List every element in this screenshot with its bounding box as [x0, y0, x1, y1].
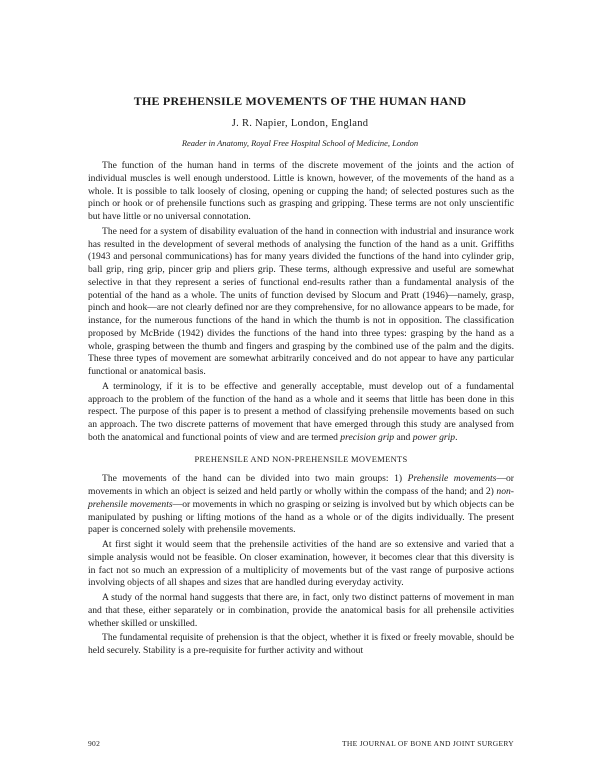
- paragraph-3: [88, 381, 514, 445]
- paragraph-5: At first sight it would seem that the prehensile activities of the hand are so extensive and varied that a simple analysis would not be feasible. On closer examination, however, it becomes clear that this diversity is in fact not so much an expression of a multiplicity of movements but of the vast range of purposive actions involving objects of all shapes and sizes that are handled during everyday activity.: [88, 539, 514, 589]
- paragraph-1: The function of the human hand in terms of the discrete movement of the joints and the action of individual muscles is well enough understood. Little is known, however, of the movements of the hand as a whole. It is possible to talk loosely of closing, opening or cupping the hand; of selected postures such as the pinch or hook or of prehensile functions such as grasping and gripping. These terms are not only unscientific but have little or no universal connotation.: [88, 160, 514, 222]
- paragraph-4-part-b: —or movements in which an object is seized and held partly or wholly within the compass of the hand; and 2): [88, 473, 514, 497]
- paragraph-3-text: A terminology, if it is to be effective and generally acceptable, must develop out of a fundamental approach to the problem of the function of the hand as a whole and it seems that little has been done in this respect. The purpose of this paper is to present a method of classifying prehensile movements based on such an approach. The two discrete patterns of movement that have emerged through this study are analysed from both the anatomical and functional points of view and are termed: [88, 380, 514, 443]
- article-body: [88, 160, 514, 660]
- paragraph-3-conjunction: and: [394, 431, 413, 443]
- page-footer: [88, 739, 514, 748]
- author-line: J. R. Napier, London, England: [231, 118, 369, 129]
- paragraph-6: A study of the normal hand suggests that there are, in fact, only two distinct patterns of movement in man and that these, either separately or in combination, provide the anatomical basis for all prehensile activities whether skilled or unskilled.: [88, 592, 514, 629]
- paragraph-4: [88, 473, 514, 537]
- paragraph-7: The fundamental requisite of prehension is that the object, whether it is fixed or freely movable, should be held securely. Stability is a pre-requisite for further activity and without: [88, 632, 514, 656]
- page-number: 902: [88, 739, 101, 748]
- paragraph-4-part-a: The movements of the hand can be divided into two main groups: 1): [102, 473, 408, 485]
- term-prehensile-movements: Prehensile movements: [407, 473, 497, 485]
- author-affiliation: Reader in Anatomy, Royal Free Hospital School of Medicine, London: [181, 138, 419, 148]
- paragraph-2: The need for a system of disability evaluation of the hand in connection with industrial and insurance work has resulted in the development of several methods of analysing the function of the hand as a unit. Griffiths (1943 and personal communications) has for many years divided the functions of the hand into cylinder grip, ball grip, ring grip, pincer grip and pliers grip. These terms, although expressive and useful are somewhat selective in that they represent a series of functional end-results rather than a fundamental analysis of the potential of the hand as a whole. The units of function devised by Slocum and Pratt (1946)—namely, grasp, pinch and hook—are not clearly defined nor are they comprehensive, for no allowance appears to be made, for instance, for the numerous functions of the hand in which the thumb is not in opposition. The classification proposed by McBride (1942) divides the functions of the hand into three types: grasping by the hand as a whole, grasping between the thumb and fingers and grasping by the combined use of the palm and the digits. These three types of movement are somewhat arbitrarily conceived and do not appear to have any particular functional or anatomical basis.: [88, 225, 514, 377]
- term-precision-grip: precision grip: [340, 431, 395, 443]
- article-title: THE PREHENSILE MOVEMENTS OF THE HUMAN HAND: [133, 94, 467, 108]
- term-power-grip: power grip: [412, 431, 456, 443]
- section-heading: PREHENSILE AND NON-PREHENSILE MOVEMENTS: [194, 453, 408, 464]
- journal-name: THE JOURNAL OF BONE AND JOINT SURGERY: [342, 739, 514, 748]
- paragraph-3-end: .: [455, 431, 458, 443]
- term-non-prehensile-movements: non-prehensile movements: [88, 486, 514, 510]
- paragraph-4-part-c: —or movements in which no grasping or seizing is involved but by which objects can be manipulated by pushing or lifting motions of the hand as a whole or of the digits individually. The present paper is concerned solely with prehensile movements.: [88, 498, 514, 536]
